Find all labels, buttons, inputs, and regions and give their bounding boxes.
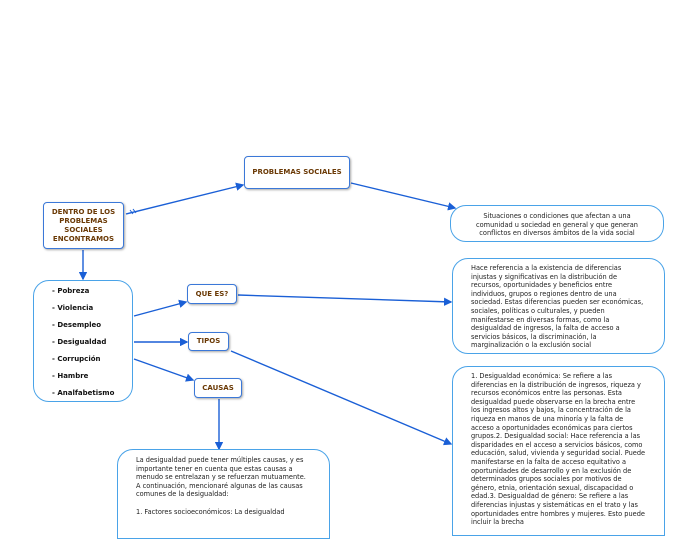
edge-quees-text [238, 295, 451, 302]
list-item: - Corrupción [52, 355, 101, 363]
node-que-es[interactable] [187, 284, 237, 304]
node-label: DENTRO DE LOS PROBLEMAS SOCIALES ENCONTRAMOS [51, 207, 116, 243]
list-item: - Violencia [52, 304, 94, 312]
list-item: - Pobreza [52, 287, 90, 295]
tipos-text-node[interactable] [452, 366, 665, 536]
node-text: Hace referencia a la existencia de diferencias injustas y significativas en la distribución de recursos, oportunidades y beneficios entre individuos, grupos o regiones dentro de una sociedad. Estas diferencias pueden ser económicas, sociales, políticas o culturales, y pueden manifestarse en diversas formas, como la desigualdad de ingresos, la falta de acceso a servicios básicos, la discriminación, la marginalización o la exclusión social [471, 264, 644, 350]
edge-list-causas [134, 359, 193, 380]
node-text: 1. Factores socioeconómicos: La desigualdad [136, 507, 285, 516]
node-text: 1. Desigualdad económica: Se refiere a las diferencias en la distribución de ingresos, riqueza y recursos económicos entre las personas. Esta desigualdad puede observarse en la brecha entre los ingresos altos y bajos, la concentración de la riqueza en manos de una minoría y la falta de acceso a oportunidades económicas para ciertos grupos.2. Desigualdad social: Hace referencia a las disparidades en el acceso a servicios básicos, como educación, salud, vivienda y seguridad social. Puede manifestarse en la falta de acceso equitativo a oportunidades de desarrollo y en la exclusión de determinados grupos sociales por motivos de género, etnia, orientación sexual, discapacidad o edad.3. Desigualdad de género: Se refiere a las diferencias injustas y sistemáticas en el trato y las oportunidades entre hombres y mujeres. Esto puede incluir la brecha [471, 372, 646, 527]
causas-text-node[interactable] [117, 449, 330, 539]
node-causas[interactable] [194, 378, 242, 398]
edge-tipos-text [231, 351, 451, 444]
node-text: Situaciones o condiciones que afectan a una comunidad u sociedad en general y que generan conflictos en diversos ámbitos de la vida social [476, 212, 638, 238]
list-item: - Hambre [52, 372, 89, 380]
que-es-text-node[interactable] [452, 258, 665, 354]
node-text: La desigualdad puede tener múltiples causas, y es importante tener en cuenta que estas causas a menudo se entrelazan y se refuerzan mutuamente. A continuación, mencionaré algunas de las causas comunes de la desigualdad: [136, 456, 306, 499]
node-label: QUE ES? [195, 289, 229, 298]
node-dentro[interactable] [43, 202, 124, 249]
node-tipos[interactable] [188, 332, 229, 351]
edge-dentro-problemas [126, 185, 243, 214]
node-label: PROBLEMAS SOCIALES [252, 168, 342, 176]
edge-list-quees [134, 302, 186, 316]
node-label: CAUSAS [202, 383, 234, 392]
edge-problemas-definicion [351, 183, 455, 208]
node-label: TIPOS [196, 337, 221, 345]
node-problemas-sociales[interactable] [244, 156, 350, 189]
definicion-text-node[interactable] [450, 205, 664, 242]
problems-list-node[interactable] [33, 280, 133, 402]
list-item: - Desigualdad [52, 338, 107, 346]
list-item: - Desempleo [52, 321, 102, 329]
list-item: - Analfabetismo [52, 389, 115, 397]
